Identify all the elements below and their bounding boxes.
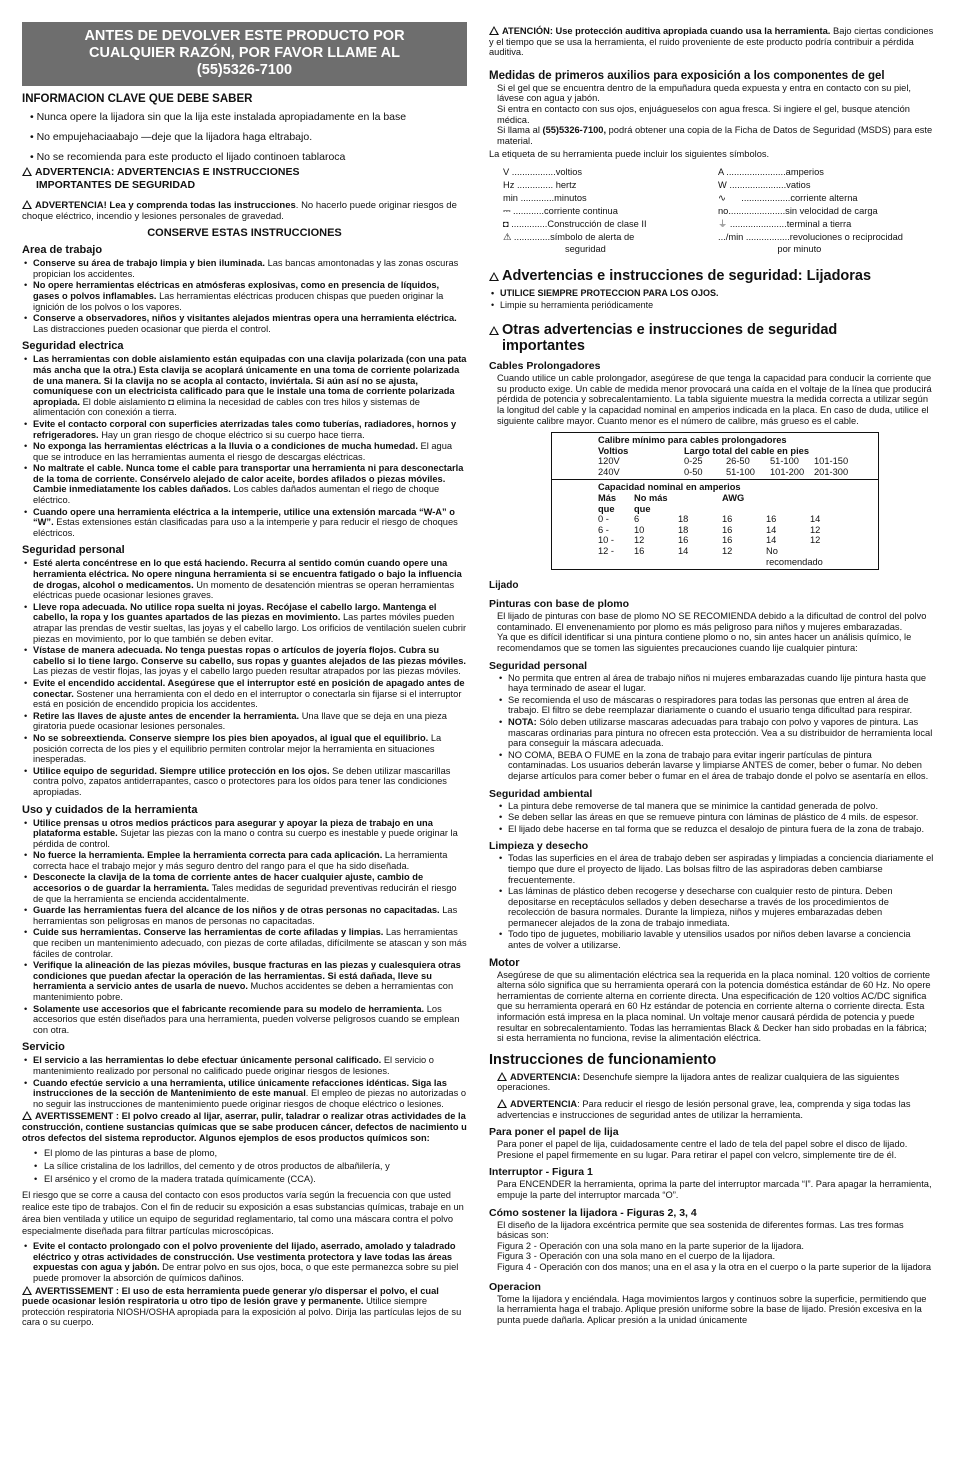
sp-heading: Seguridad personal xyxy=(489,659,588,672)
advertencia-paragraph: ADVERTENCIA! Lea y comprenda todas las instrucciones. No hacerlo puede originar riesgos de choque eléctrico, incendio y lesiones personales de gravedad. xyxy=(22,199,457,222)
symbol-rpm: .../min .................revoluciones o reciprocidad xyxy=(718,231,903,242)
symbol-alert: ⚠ ..............símbolo de alerta de xyxy=(503,231,635,242)
instrucciones-heading: Instrucciones de funcionamiento xyxy=(489,1051,717,1068)
list-item: • El servicio a las herramientas lo debe efectuar únicamente personal calificado. El servicio o mantenimiento realizado por personal no calificado puede originar riesgos de lesiones. xyxy=(22,1055,467,1076)
key-info-item: • Nunca opere la lijadora sin que la lija este instalada apropiadamente en la base xyxy=(30,110,407,123)
table-row: 10 - 12 16 16 14 12 xyxy=(598,535,821,546)
interruptor-heading: Interruptor - Figura 1 xyxy=(489,1166,593,1179)
uso-cuidados-list xyxy=(22,818,467,1036)
table-title: Calibre mínimo para cables prolongadores xyxy=(598,435,787,446)
safety-warning-title: ADVERTENCIA: ADVERTENCIAS E INSTRUCCIONES IMPORTANTES DE SEGURIDAD xyxy=(22,166,467,192)
list-item: • Las herramientas con doble aislamiento están equipadas con una clavija polarizada (con una pata más ancha que la otra.) Esta clavija se acoplará únicamente en una toma de corriente polarizada de una manera. Si la clavija no se acopla al contacto, inviértala. Si aún así no se ajusta, comuníquese con un electricista calificado para que le instale una toma de corriente polarizada apropiada. El doble aislamiento ◘ elimina la necesidad de cables con tres hilos y sistemas de alimentación con conexión a tierra. xyxy=(22,354,467,418)
list-item: • No maltrate el cable. Nunca tome el cable para transportar una herramienta ni para desconectarla de la toma de corriente. Consérvelo alejado de calor aceite, bordes afilados o piezas móviles. Cambie inmediatamente los cables dañados. Los cables dañados aumentan el riego de choque eléctrico. xyxy=(22,463,467,505)
list-item: • Se deben sellar las áreas en que se remueve pintura con láminas de plástico de 4 mils. de espesor. xyxy=(497,812,934,823)
list-item: • NO COMA, BEBA O FUME en la zona de trabajo para evitar ingerir partículas de pintura contaminadas. Los usuarios deberán lavarse y limpiarse ANTES de comer, beber o fumar. No deben dejarse artículos para comer beber o fumar en el área de trabajo donde el polvo se asentaría en ellos. xyxy=(497,750,934,782)
right-column xyxy=(489,26,934,1325)
table-row: 6 - 10 18 16 14 12 xyxy=(598,524,821,535)
list-item: • No fuerce la herramienta. Emplee la herramienta correcta para cada aplicación. La herramienta correcta hace el trabajo mejor y más seguro dentro del rango para el que ha sido diseñada. xyxy=(22,850,467,871)
riesgo-paragraph: El riesgo que se corre a causa del contacto con esos productos varía según la frecuencia con que usted realice este tipo de trabajos. Con el fin de reducir su exposición a esas substancias químicas, trabaje en un área bien ventilada y utilice un equipo de seguridad reglamentario, tal como una máscara contra el polvo especialmente diseñada para filtrar partículas microscópicas. xyxy=(22,1190,464,1237)
list-item: • Cuando efectúe servicio a una herramienta, utilice únicamente refacciones idénticas. Siga las instrucciones de la sección de Mantenimiento de este manual. El empleo de piezas no autorizadas o no seguir las instrucciones de mantenimiento puede originar riesgos de choque eléctrico o lesiones. xyxy=(22,1078,467,1110)
capacity-rows xyxy=(552,514,878,567)
list-item: • Todo tipo de juguetes, mobiliario lavable y utensilios usados por niños deben lavarse a conciencia antes de volver a utilizarse. xyxy=(497,929,934,950)
symbol-watts: W ......................vatios xyxy=(718,179,811,190)
sp-list xyxy=(489,673,934,782)
banner-line-2: CUALQUIER RAZÓN, POR FAVOR LLAME AL xyxy=(89,45,400,61)
left-column xyxy=(22,22,467,1332)
table-divider xyxy=(552,479,878,480)
symbol-rpm-cont: por minuto xyxy=(718,243,822,254)
warning-triangle-icon xyxy=(22,1111,32,1120)
advertencia-1: ADVERTENCIA: Desenchufe siempre la lijadora antes de realizar cualquiera de las siguientes operaciones. xyxy=(497,1071,900,1093)
sostener-heading: Cómo sostener la lijadora - Figuras 2, 3, 4 xyxy=(489,1206,697,1219)
uso-cuidados-heading: Uso y cuidados de la herramienta xyxy=(22,803,198,816)
symbol-dc: ⎓ ............corriente continua xyxy=(503,205,618,216)
conserve-heading: CONSERVE ESTAS INSTRUCCIONES xyxy=(147,226,342,239)
list-item: • Guarde las herramientas fuera del alcance de los niños y de otras personas no capacitadas. Las herramientas son peligrosas en manos de personas no capacitadas. xyxy=(22,905,467,926)
key-info-item: • No empujehaciaabajo —deje que la lijadora haga eltrabajo. xyxy=(30,130,313,143)
avertissement-1: AVERTISSEMENT : El polvo creado al lijar, aserrar, pulir, taladrar o realizar otras actividades de la construcción, contiene sustancias químicas que se sabe producen cáncer, defectos de nacimiento u otros defectos del sistema reproductor. Algunos ejemplos de esos productos químicos son: xyxy=(22,1111,467,1143)
operacion-text: Tome la lijadora y enciéndala. Haga movimientos largos y continuos sobre la superficie, permitiendo que la herramienta haga el trabajo. Aplique presión uniforme sobre la base de lijado. Presión excesiva en la punta puede dañarla. Aplicar presión a la unidad únicamente xyxy=(497,1293,927,1325)
symbol-minutes: min .............minutos xyxy=(503,192,587,203)
table-row: 240V 0-50 51-100 101-200 201-300 xyxy=(598,466,849,477)
list-item: • La pintura debe removerse de tal manera que se minimice la cantidad generada de polvo. xyxy=(497,801,934,812)
servicio-list xyxy=(22,1055,467,1109)
capacity-header-2: que que xyxy=(598,503,651,514)
warning-triangle-icon xyxy=(497,1072,507,1081)
seguridad-electrica-list xyxy=(22,354,467,538)
list-item: • El plomo de las pinturas a base de plomo, xyxy=(22,1147,467,1159)
list-item: • Todas las superficies en el área de trabajo deben ser aspiradas y limpiadas a conciencia diariamente el tiempo que dure el proyecto de lijado. Las bolsas filtro de las aspiradoras deben cambiarse frecuentemente. xyxy=(497,853,934,885)
list-item: • Verifique la alineación de las piezas móviles, busque fracturas en las piezas y cualesquiera otras condiciones que puedan afectar la operación de las herramientas. Si está dañada, lleve su herramienta a servicio antes de usarla de nuevo. Muchos accidentes se deben a herramientas con mantenimiento pobre. xyxy=(22,960,467,1002)
ld-heading: Limpieza y desecho xyxy=(489,840,589,853)
avertissement-2: AVERTISSEMENT : El uso de esta herramienta puede generar y/o dispersar el polvo, el cual puede ocasionar lesión respiratoria u otro tipo de lesión grave y permanente. Utilice siempre protección respiratoria NIOSH/OSHA apropiada para la exposición al polvo. Dirija las partículas lejos de su cara o su cuerpo. xyxy=(22,1285,462,1328)
list-item: • Limpie su herramienta periódicamente xyxy=(489,300,934,311)
chemicals-list xyxy=(22,1147,467,1185)
table-header: Voltios Largo total del cable en pies xyxy=(598,445,810,456)
etiqueta-text: La etiqueta de su herramienta puede incluir los siguientes símbolos. xyxy=(489,149,770,160)
sostener-text: El diseño de la lijadora excéntrica permite que sea sostenida de diferentes formas. Las tres formas básicas son: Figura 2 - Operación con una sola mano en la parte superior de la lijadora. Figura 3 - Operación con una sola mano en el cuerpo de la lijadora. Figura 4 - Operación con dos manos; una en el asa y la otra en el cuerpo o la parte superior de la lijadora xyxy=(497,1219,932,1272)
list-item: • Cuide sus herramientas. Conserve las herramientas de corte afiladas y limpias. Las herramientas que reciben un mantenimiento adecuado, con piezas de corte afiladas, difícilmente se atascan y son más fáciles de controlar. xyxy=(22,927,467,959)
list-item: • No opere herramientas eléctricas en atmósferas explosivas, como en presencia de líquidos, gases o polvos inflamables. Las herramientas eléctricas producen chispas que pueden originar la ignición de los polvos o los vapores. xyxy=(22,280,467,312)
symbol-ground: ⏚ ......................terminal a tierra xyxy=(718,218,852,229)
papel-heading: Para poner el papel de lija xyxy=(489,1126,619,1139)
list-item: • La sílice cristalina de los ladrillos, del cemento y de otros productos de albañilería, y xyxy=(22,1160,467,1172)
symbol-hertz: Hz .............. hertz xyxy=(503,179,577,190)
list-item: • Evite el contacto corporal con superficies aterrizadas tales como tuberías, radiadores, hornos y refrigeradores. Hay un gran riesgo de choque eléctrico si su cuerpo hace tierra. xyxy=(22,419,467,440)
table-row: 120V 0-25 26-50 51-100 101-150 xyxy=(598,456,849,467)
list-item: • Solamente use accesorios que el fabricante recomiende para su modelo de herramienta. Los accesorios que estén diseñados para una herramienta, pueden volverse peligrosos cuando se emplean con otra. xyxy=(22,1004,467,1036)
pinturas-text-1: El lijado de pinturas con base de plomo NO SE RECOMIENDA debido a la dificultad de control del polvo contaminado. El envenenamiento por plomo es más peligroso para niños y mujeres embarazadas. xyxy=(497,611,927,632)
gel-heading: Medidas de primeros auxilios para exposición a los componentes de gel xyxy=(489,69,885,82)
banner-line-1: ANTES DE DEVOLVER ESTE PRODUCTO POR xyxy=(84,28,405,44)
list-item: • No se sobreextienda. Conserve siempre los pies bien apoyados, al igual que el equilibrio. La posición correcta de los pies y el equilibrio permiten controlar mejor la herramienta en situaciones inesperadas. xyxy=(22,733,467,765)
list-item: • Evite el contacto prolongado con el polvo proveniente del lijado, aserrado, amolado y taladrado eléctrico y otras actividades de construcción. Use vestimenta protectora y lave todas las áreas expuestas con agua y jabón. De entrar polvo en sus ojos, boca, o que este permanezca sobre su piel puede promover la absorción de químicos dañinos. xyxy=(22,1241,467,1283)
servicio-heading: Servicio xyxy=(22,1041,65,1054)
area-trabajo-heading: Area de trabajo xyxy=(22,244,103,257)
list-item: • Desconecte la clavija de la toma de corriente antes de hacer cualquier ajuste, cambio de accesorios o de guardar la herramienta. Tales medidas de seguridad preventivas reducirán el riesgo de que la herramienta se encienda accidentalmente. xyxy=(22,872,467,904)
cables-heading: Cables Prolongadores xyxy=(489,360,601,373)
sa-heading: Seguridad ambiental xyxy=(489,787,593,800)
lijadoras-heading: Advertencias e instrucciones de seguridad: Lijadoras xyxy=(489,268,934,284)
advertencia-2: ADVERTENCIA: Para reducir el riesgo de lesión personal grave, lea, comprenda y siga todas las advertencias e instrucciones de seguridad antes de utilizar la herramienta. xyxy=(497,1099,911,1120)
warning-triangle-icon xyxy=(22,167,32,176)
key-info-title: INFORMACION CLAVE QUE DEBE SABER xyxy=(22,93,253,105)
symbol-ac: ∿ ...................corriente alterna xyxy=(718,192,858,203)
area-trabajo-list xyxy=(22,258,467,334)
list-item: • Cuando opere una herramienta eléctrica a la intemperie, utilice una extensión marcada “W-A” o “W”. Estas extensiones están clasificadas para uso a la intemperie y para reducir el riesgo de choques eléctricos. xyxy=(22,507,467,539)
list-item: • Vístase de manera adecuada. No tenga puestas ropas o artículos de joyería flojos. Cubra su cabello si lo tiene largo. Conserve su cabello, sus ropas y guantes alejados de las piezas móviles. Las piezas de vestir flojas, las joyas y el cabello largo pueden resultar atrapados por las piezas móviles. xyxy=(22,645,467,677)
list-item: • No permita que entren al área de trabajo niños ni mujeres embarazadas cuando lije pintura hasta que haya terminado de asear el lugar. xyxy=(497,673,934,694)
symbols-legend xyxy=(503,166,934,254)
list-item: • Retire las llaves de ajuste antes de encender la herramienta. Una llave que se deja en una pieza giratoria puede ocasionar lesiones personales. xyxy=(22,711,467,732)
warning-triangle-icon xyxy=(22,1286,32,1295)
symbol-class-ii: ◘ ..............Construcción de clase II xyxy=(503,218,647,229)
symbol-volts: V .................voltios xyxy=(503,166,583,177)
list-item: • Evite el encendido accidental. Asegúrese que el interruptor esté en posición de apagado antes de conectar. Sostener una herramienta con el dedo en el interruptor o conectarla sin fijarse si el interruptor está en posición de encendido propicia los accidentes. xyxy=(22,678,467,710)
table-row: 12 - 16 14 12 No recomendado xyxy=(598,546,823,567)
banner-phone: (55)5326-7100 xyxy=(196,62,293,78)
list-item: • Utilice equipo de seguridad. Siempre utilice protección en los ojos. Se deben utilizar mascarillas contra polvo, zapatos antiderrapantes, casco o protectores para los oídos para tener las condiciones apropiadas. xyxy=(22,766,467,798)
sa-list xyxy=(489,801,934,835)
seguridad-electrica-heading: Seguridad electrica xyxy=(22,340,124,353)
lijado-heading: Lijado xyxy=(489,580,519,592)
list-item: • Lleve ropa adecuada. No utilice ropa suelta ni joyas. Recójase el cabello largo. Mantenga el cabello, la ropa y los guantes apartados de las piezas en movimiento. Las partes móviles pueden atrapar las prendas de vestir sueltas, las joyas y el cabello largo. Los orificios de ventilación suelen cubrir piezas en movimiento, por lo que también se deben evitar. xyxy=(22,602,467,644)
pinturas-heading: Pinturas con base de plomo xyxy=(489,598,630,611)
list-item: • Conserve a observadores, niños y visitantes alejados mientras opera una herramienta eléctrica. Las distracciones pueden ocasionar que pierda el control. xyxy=(22,313,467,334)
otras-heading: Otras advertencias e instrucciones de seguridad importantes xyxy=(489,322,934,354)
list-item: • El lijado debe hacerse en tal forma que se reduzca el desalojo de pintura fuera de la zona de trabajo. xyxy=(497,824,934,835)
list-item: • El arsénico y el cromo de la madera tratada químicamente (CCA). xyxy=(22,1173,467,1185)
pinturas-text-2: Ya que es difícil identificar si una pintura contiene plomo o no, sin antes hacer un análisis químico, le recomendamos que se tomen las siguientes precauciones cuando lije cualquier pintura: xyxy=(497,632,912,653)
motor-heading: Motor xyxy=(489,956,520,969)
seguridad-personal-heading: Seguridad personal xyxy=(22,544,125,557)
key-info-item: • No se recomienda para este producto el lijado continoen tablaroca xyxy=(30,150,346,163)
operacion-heading: Operacion xyxy=(489,1280,541,1293)
warning-triangle-icon xyxy=(489,26,499,35)
ld-list xyxy=(489,853,934,950)
symbol-amps: A .......................amperios xyxy=(718,166,824,177)
evite-list xyxy=(22,1241,467,1283)
symbol-no-load: no......................sin velocidad de carga xyxy=(718,205,878,216)
warning-triangle-icon xyxy=(22,200,32,209)
seguridad-personal-list xyxy=(22,558,467,797)
list-item: • Las láminas de plástico deben recogerse y desecharse con cualquier resto de pintura. Deben depositarse en receptáculos sellados y deben desecharse a través de los procedimientos de recolección de basura normales. Durante la limpieza, niños y mujeres embarazadas deben permanecer alejados de la zona de trabajo inmediata. xyxy=(497,886,934,928)
warning-triangle-icon xyxy=(497,1099,507,1108)
gel-text: Si el gel que se encuentra dentro de la empuñadura queda expuesta y entra en contacto con su piel, lávese con agua y jabón. Si entra en contacto con sus ojos, enjuágueselos con agua fresca. Si ingiere el gel, busque atención médica. Si llama al (55)5326-7100, podrá obtener una copia de la Ficha de Datos de Seguridad (MSDS) para este material. xyxy=(497,82,933,146)
warning-triangle-icon xyxy=(489,326,499,335)
list-item: • Conserve su área de trabajo limpia y bien iluminada. Las bancas amontonadas y las zonas oscuras propician los accidentes. xyxy=(22,258,467,279)
list-item: • No exponga las herramientas eléctricas a la lluvia o a condiciones de mucha humedad. El agua que se introduce en las herramientas aumenta el riesgo de descargas eléctricas. xyxy=(22,441,467,462)
warning-triangle-icon xyxy=(489,272,499,281)
motor-text: Asegúrese de que su alimentación eléctrica sea la requerida en la placa nominal. 120 voltios de corriente alterna sólo significa que su herramienta operará con la potencia doméstica estándar de 60 Hz. No opere herramientas de corriente alterna en corriente directa. Una especificación de 120 voltios AC/DC significa que su herramienta operará en 60 Hz estándar de potencia en corriente alterna o corriente directa. Esta información está impresa en la placa nominal. Un voltaje menor causará pérdida de potencia y puede resultar en sobrecalentamiento. Todas las herramientas Black & Decker han sido probadas en la fábrica; si esta herramienta no funciona, revise la alimentación eléctrica. xyxy=(497,969,931,1044)
capacity-header: Más No más AWG xyxy=(598,493,745,504)
list-item: • UTILICE SIEMPRE PROTECCION PARA LOS OJOS. xyxy=(489,288,934,299)
extension-cord-table xyxy=(551,432,879,570)
atencion-paragraph: ATENCIÓN: Use protección auditiva apropiada cuando usa la herramienta. Bajo ciertas condiciones y el tiempo que se usa la herramienta, el ruido proveniente de este producto podría contribuir a pérdida auditiva. xyxy=(489,26,934,58)
lijadoras-list xyxy=(489,288,934,310)
table-row: 0 - 6 18 16 16 14 xyxy=(598,514,821,525)
symbol-alert-cont: seguridad xyxy=(503,243,606,254)
list-item: • Esté alerta concéntrese en lo que está haciendo. Recurra al sentido común cuando opere una herramienta eléctrica. No opere ninguna herramienta si se encuentra fatigado o bajo la influencia de drogas, alcohol o medicamentos. Un momento de desatención mientras se operan herramientas eléctricas puede ocasionar lesiones graves. xyxy=(22,558,467,600)
interruptor-text: Para ENCENDER la herramienta, oprima la parte del interruptor marcada “I”. Para apagar la herramienta, empuje la parte del interruptor marcada “O”. xyxy=(497,1179,932,1200)
list-item: • NOTA: Sólo deben utilizarse mascaras adecuadas para trabajo con polvo y vapores de pintura. Las mascaras ordinarias para pintura no ofrecen esta protección. Vea a su distribuidor de herramienta local para conseguir la máscara adecuada. xyxy=(497,717,934,749)
cables-text: Cuando utilice un cable prolongador, asegúrese de que tenga la capacidad para conducir la corriente que su producto exige. Un cable de medida menor provocará una caída en el voltaje de la línea que producirá pérdida de potencia y sobrecalentamiento. La tabla siguiente muestra la medida correcta a utilizar según la longitud del cable y la capacidad nominal en amperios indicada en la placa. En caso de duda, utilice el siguiente calibre mayor. Cuanto menor es el número de calibre, más grueso es el cable. xyxy=(497,373,932,426)
capacity-title: Capacidad nominal en amperios xyxy=(598,482,741,493)
list-item: • Utilice prensas u otros medios prácticos para asegurar y apoyar la pieza de trabajo en una plataforma estable. Sujetar las piezas con la mano o contra su cuerpo es inestable y puede originar la pérdida de control. xyxy=(22,818,467,850)
list-item: • Se recomienda el uso de máscaras o respiradores para todas las personas que entren al área de trabajo. El filtro se debe reemplazar diariamente o cuando el usuario tenga dificultad para respirar. xyxy=(497,695,934,716)
return-banner xyxy=(22,22,467,86)
papel-text: Para poner el papel de lija, cuidadosamente centre el lado de tela del papel sobre el disco de lijado. Presione el papel firmemente en su lugar. Para retirar el papel con velcro, simplemente tire de él. xyxy=(497,1139,908,1160)
